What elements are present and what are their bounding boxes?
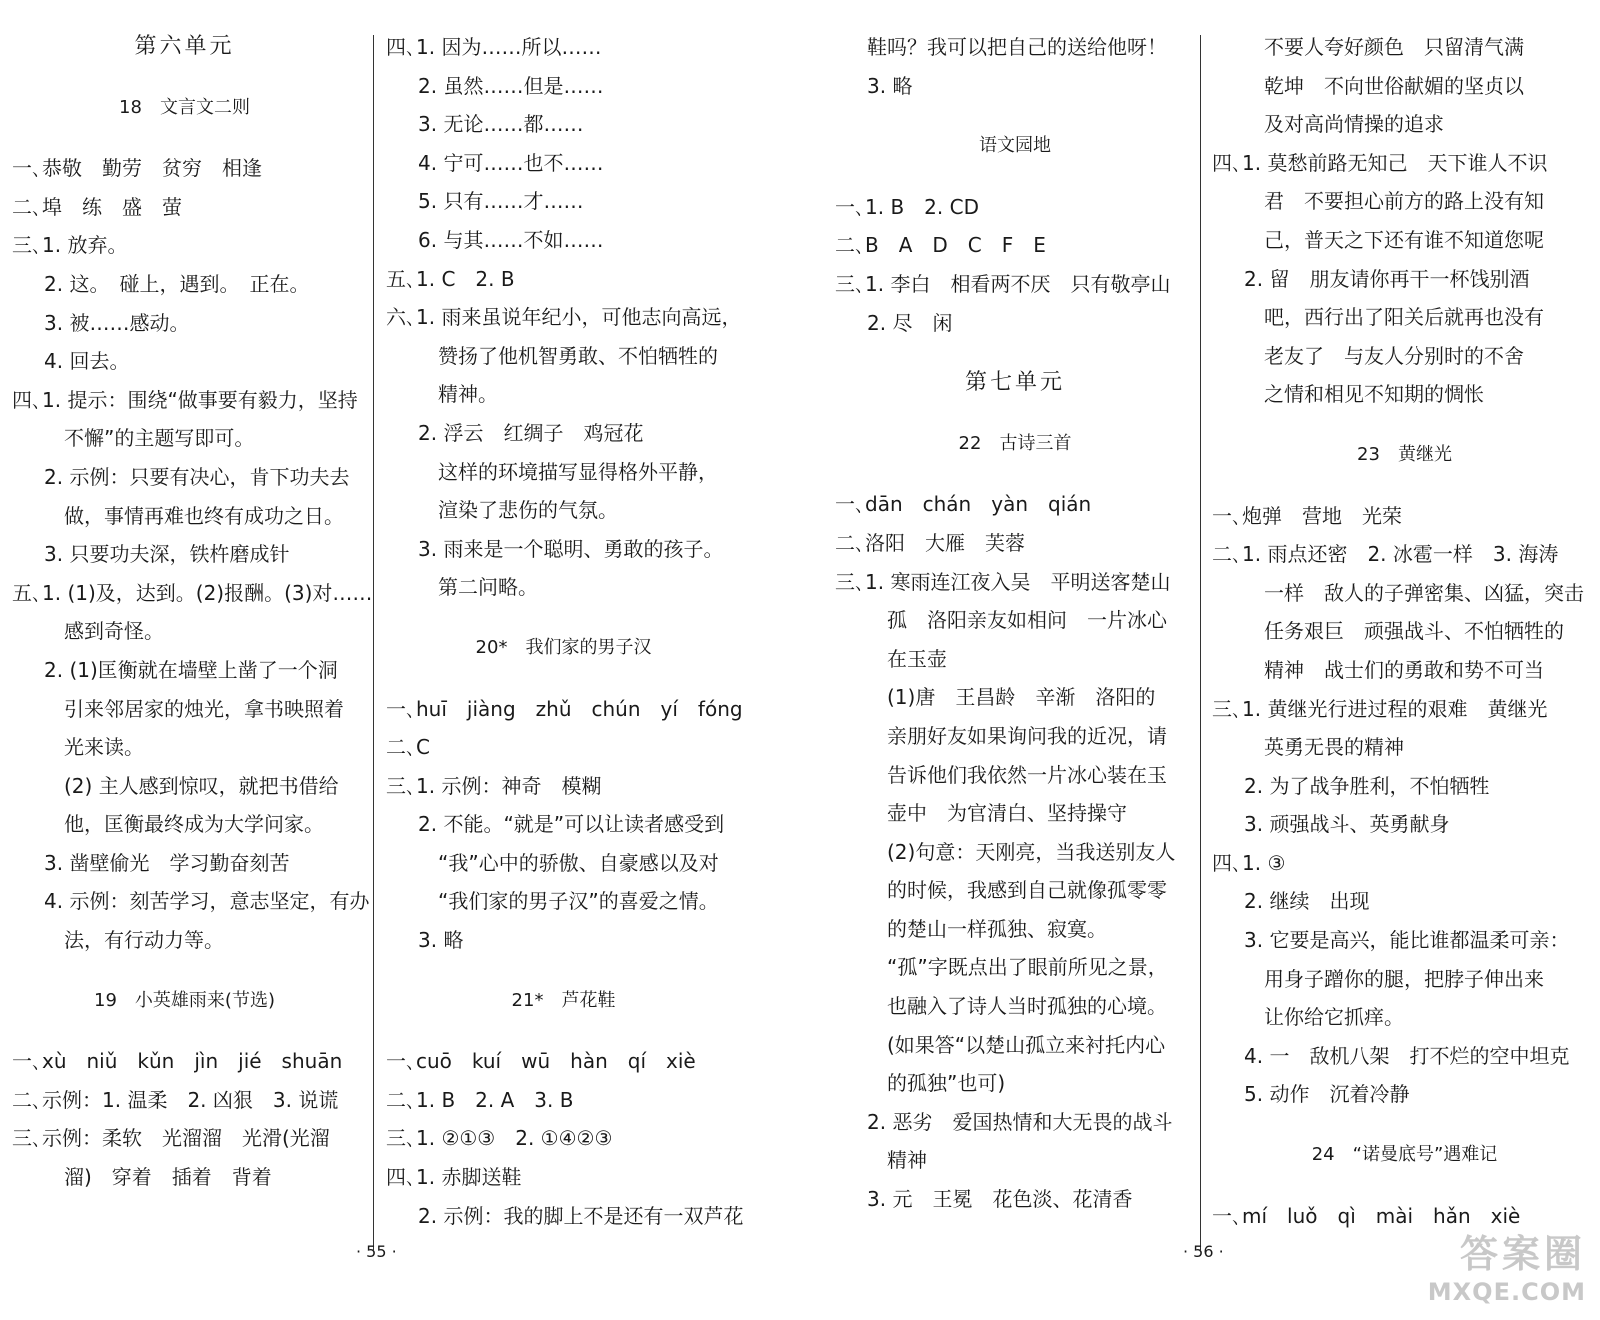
answer-line: 法，有行动力等。 [64,928,224,953]
answer-line: (如果答“以楚山孤立来衬托内心 [887,1032,1166,1057]
answer-line: 鞋吗？我可以把自己的送给他呀！ [867,35,1167,59]
answer-line: 一､炮弹 营地 光荣 [1212,503,1402,528]
answer-line: “我”心中的骄傲、自豪感以及对 [438,850,719,875]
answer-line: 一､xù niǔ kǔn jìn jié shuān [12,1049,343,1074]
answer-line: 也融入了诗人当时孤独的心境。 [887,994,1167,1019]
column-2 [386,28,744,1235]
watermark-url: MXQE.COM [1427,1278,1586,1306]
answer-line: 2. 尽 闲 [867,310,953,335]
answer-line: 二､埠 练 盛 萤 [12,194,182,219]
answer-line: 2. 留 朋友请你再干一杯饯别酒 [1244,266,1530,291]
answer-line: 让你给它抓痒。 [1264,1005,1404,1030]
answer-line: 他，匡衡最终成为大学问家。 [64,812,324,837]
answer-line: 一､mí luǒ qì mài hǎn xiè [1212,1203,1521,1228]
answer-line: 乾坤 不向世俗献媚的坚贞以 [1264,73,1524,98]
answer-line: 三､1. ②①③ 2. ①④②③ [386,1126,613,1151]
answer-line: 的楚山一样孤独、寂寞。 [887,916,1107,941]
answer-line: “我们家的男子汉”的喜爱之情。 [438,889,719,914]
page-number-left: · 55 · [356,1242,397,1261]
answer-line: 2. 不能。“就是”可以让读者感受到 [418,812,725,837]
answer-line: 三､1. 寒雨连江夜入吴 平明送客楚山 [835,569,1171,594]
answer-line: 2. 虽然……但是…… [418,73,604,98]
spacer [386,1020,741,1042]
answer-line: 己，普天之下还有谁不知道您呢 [1264,227,1544,252]
spacer [835,342,1195,364]
lesson-heading: 24 “诺曼底号”遇难记 [1311,1144,1498,1166]
answer-line: (1)唐 王昌龄 辛渐 洛阳的 [887,685,1156,710]
spacer [386,960,741,982]
spacer [835,403,1195,425]
answer-line: 4. 示例：刻苦学习，意志坚定，有办 [44,889,370,914]
answer-line: 精神 战士们的勇敢和势不可当 [1264,657,1544,682]
answer-line: 告诉他们我依然一片冰心装在玉 [887,762,1167,787]
answer-line: 二､1. 雨点还密 2. 冰雹一样 3. 海涛 [1212,542,1559,567]
answer-line: 五､1. (1)及，达到。(2)报酬。(3)对…… [12,580,373,605]
answer-line: 一､cuō kuí wū hàn qí xiè [386,1049,696,1074]
column-4 [1212,28,1597,1235]
answer-line: 3. 顽强战斗、英勇献身 [1244,812,1450,837]
answer-line: 二､洛阳 大雁 芙蓉 [835,530,1025,555]
answer-line: 之情和相见不知期的惆怅 [1264,382,1484,407]
answer-line: 2. 恶劣 爱国热情和大无畏的战斗 [867,1109,1173,1134]
spacer [1212,475,1597,497]
answer-line: 任务艰巨 顽强战斗、不怕牺牲的 [1264,619,1564,644]
answer-line: 感到奇怪。 [64,619,164,644]
spacer [1212,1175,1597,1197]
answer-line: 君 不要担心前方的路上没有知 [1264,189,1544,214]
answer-line: 这样的环境描写显得格外平静， [438,459,718,484]
answer-line: 第二问略。 [438,575,538,600]
answer-line: 3. 它要是高兴，能比谁都温柔可亲： [1244,928,1570,953]
spacer [835,105,1195,127]
answer-line: 3. 略 [867,73,913,98]
column-3 [835,28,1195,1219]
answer-line: 2. 浮云 红绸子 鸡冠花 [418,420,644,445]
answer-line: 三､1. 示例：神奇 模糊 [386,773,602,798]
answer-line: (2) 主人感到惊叹，就把书借给 [64,773,339,798]
answer-line: 一､huī jiàng zhǔ chún yí fóng [386,696,743,721]
answer-line: 5. 动作 沉着冷静 [1244,1082,1410,1107]
answer-line: 做，事情再难也终有成功之日。 [64,503,344,528]
answer-line: 六､1. 雨来虽说年纪小，可他志向高远， [386,305,742,330]
answer-line: 3. 元 王冕 花色淡、花清香 [867,1187,1133,1212]
spacer [12,127,357,149]
answer-line: 用身子蹭你的腿，把脖子伸出来 [1264,966,1544,991]
answer-line: 5. 只有……才…… [418,189,584,214]
answer-line: 溜) 穿着 插着 背着 [64,1165,272,1190]
answer-line: 渲染了悲伤的气氛。 [438,498,618,523]
answer-line: 三､1. 李白 相看两不厌 只有敬亭山 [835,271,1171,296]
answer-line: 老友了 与友人分别时的不舍 [1264,343,1524,368]
answer-line: 一､恭敬 勤劳 贫穷 相逢 [12,156,262,181]
answer-line: 的孤独”也可) [887,1071,1006,1096]
answer-line: 吧，西行出了阳关后就再也没有 [1264,305,1544,330]
answer-line: (2)句意：天刚亮，当我送别友人 [887,839,1176,864]
answer-line: 3. 略 [418,928,464,953]
answer-line: 一样 敌人的子弹密集、凶猛，突击 [1264,580,1584,605]
answer-line: 2. (1)匡衡就在墙壁上凿了一个洞 [44,657,338,682]
answer-line: 英勇无畏的精神 [1264,735,1404,760]
answer-line: 2. 示例：只要有决心，肯下功夫去 [44,464,350,489]
answer-line: 四､1. 因为……所以…… [386,35,602,59]
answer-line: 一､dān chán yàn qián [835,492,1092,517]
answer-line: 2. 这。 碰上，遇到。 正在。 [44,271,310,296]
lesson-heading: 语文园地 [979,135,1051,157]
answer-line: 3. 凿壁偷光 学习勤奋刻苦 [44,850,290,875]
answer-line: 二､B A D C F E [835,233,1046,258]
spacer [386,668,741,690]
lesson-heading: 22 古诗三首 [958,432,1072,454]
answer-line: 一､1. B 2. CD [835,194,979,219]
answer-line: 亲朋好友如果询问我的近况，请 [887,723,1167,748]
unit-title: 第七单元 [964,370,1065,396]
answer-line: “孤”字既点出了眼前所见之景， [887,955,1168,980]
spacer [1212,1114,1597,1136]
spacer [12,1020,357,1042]
answer-line: 在玉壶 [887,646,947,671]
column-divider [373,35,374,1250]
answer-line: 赞扬了他机智勇敢、不怕牺牲的 [438,343,718,368]
spacer [835,166,1195,188]
answer-line: 的时候，我感到自己就像孤零零 [887,878,1167,903]
answer-line: 四､1. 莫愁前路无知己 天下谁人不识 [1212,150,1548,175]
answer-line: 三､1. 放弃。 [12,233,128,258]
answer-line: 四､1. 赤脚送鞋 [386,1165,522,1190]
answer-line: 4. 回去。 [44,349,130,374]
answer-line: 四､1. 提示：围绕“做事要有毅力，坚持 [12,387,358,412]
spacer [386,607,741,629]
answer-line: 不懈”的主题写即可。 [64,426,255,451]
spacer [12,960,357,982]
answer-line: 二､1. B 2. A 3. B [386,1087,574,1112]
page-number-right: · 56 · [1183,1242,1224,1261]
column-divider [1200,35,1201,1250]
answer-line: 3. 被……感动。 [44,310,190,335]
unit-title: 第六单元 [134,34,235,59]
answer-line: 三､1. 黄继光行进过程的艰难 黄继光 [1212,696,1548,721]
answer-line: 引来邻居家的烛光，拿书映照着 [64,696,344,721]
answer-line: 2. 示例：我的脚上不是还有一双芦花 [418,1203,744,1228]
answer-line: 不要人夸好颜色 只留清气满 [1264,35,1524,59]
lesson-heading: 23 黄继光 [1357,443,1452,465]
answer-line: 二､示例：1. 温柔 2. 凶狠 3. 说谎 [12,1087,339,1112]
answer-line: 精神 [887,1148,927,1173]
answer-line: 壶中 为官清白、坚持操守 [887,801,1127,826]
answer-line: 4. 一 敌机八架 打不烂的空中坦克 [1244,1043,1570,1068]
answer-line: 3. 无论……都…… [418,112,584,137]
watermark-logo [1428,1223,1586,1306]
watermark-text: 答案圈 [1459,1232,1586,1276]
lesson-heading: 19 小英雄雨来(节选) [94,989,275,1011]
answer-line: 3. 只要功夫深，铁杵磨成针 [44,542,290,567]
answer-line: 光来读。 [64,735,144,760]
spacer [1212,414,1597,436]
answer-line: 4. 宁可……也不…… [418,150,604,175]
answer-line: 二､C [386,735,430,760]
lesson-heading: 20* 我们家的男子汉 [475,636,652,658]
answer-line: 及对高尚情操的追求 [1264,112,1444,137]
answer-line: 6. 与其……不如…… [418,227,604,252]
spacer [12,67,357,89]
answer-line: 精神。 [438,382,498,407]
answer-line: 2. 为了战争胜利，不怕牺牲 [1244,773,1490,798]
lesson-heading: 21* 芦花鞋 [511,989,616,1011]
answer-line: 五､1. C 2. B [386,266,515,291]
answer-line: 3. 雨来是一个聪明、勇敢的孩子。 [418,536,724,561]
answer-line: 2. 继续 出现 [1244,889,1370,914]
column-1 [12,28,373,1197]
spacer [835,463,1195,485]
answer-line: 孤 洛阳亲友如相问 一片冰心 [887,608,1167,633]
answer-line: 三､示例：柔软 光溜溜 光滑(光溜 [12,1126,330,1151]
answer-line: 四､1. ③ [1212,850,1286,875]
lesson-heading: 18 文言文二则 [119,96,250,118]
